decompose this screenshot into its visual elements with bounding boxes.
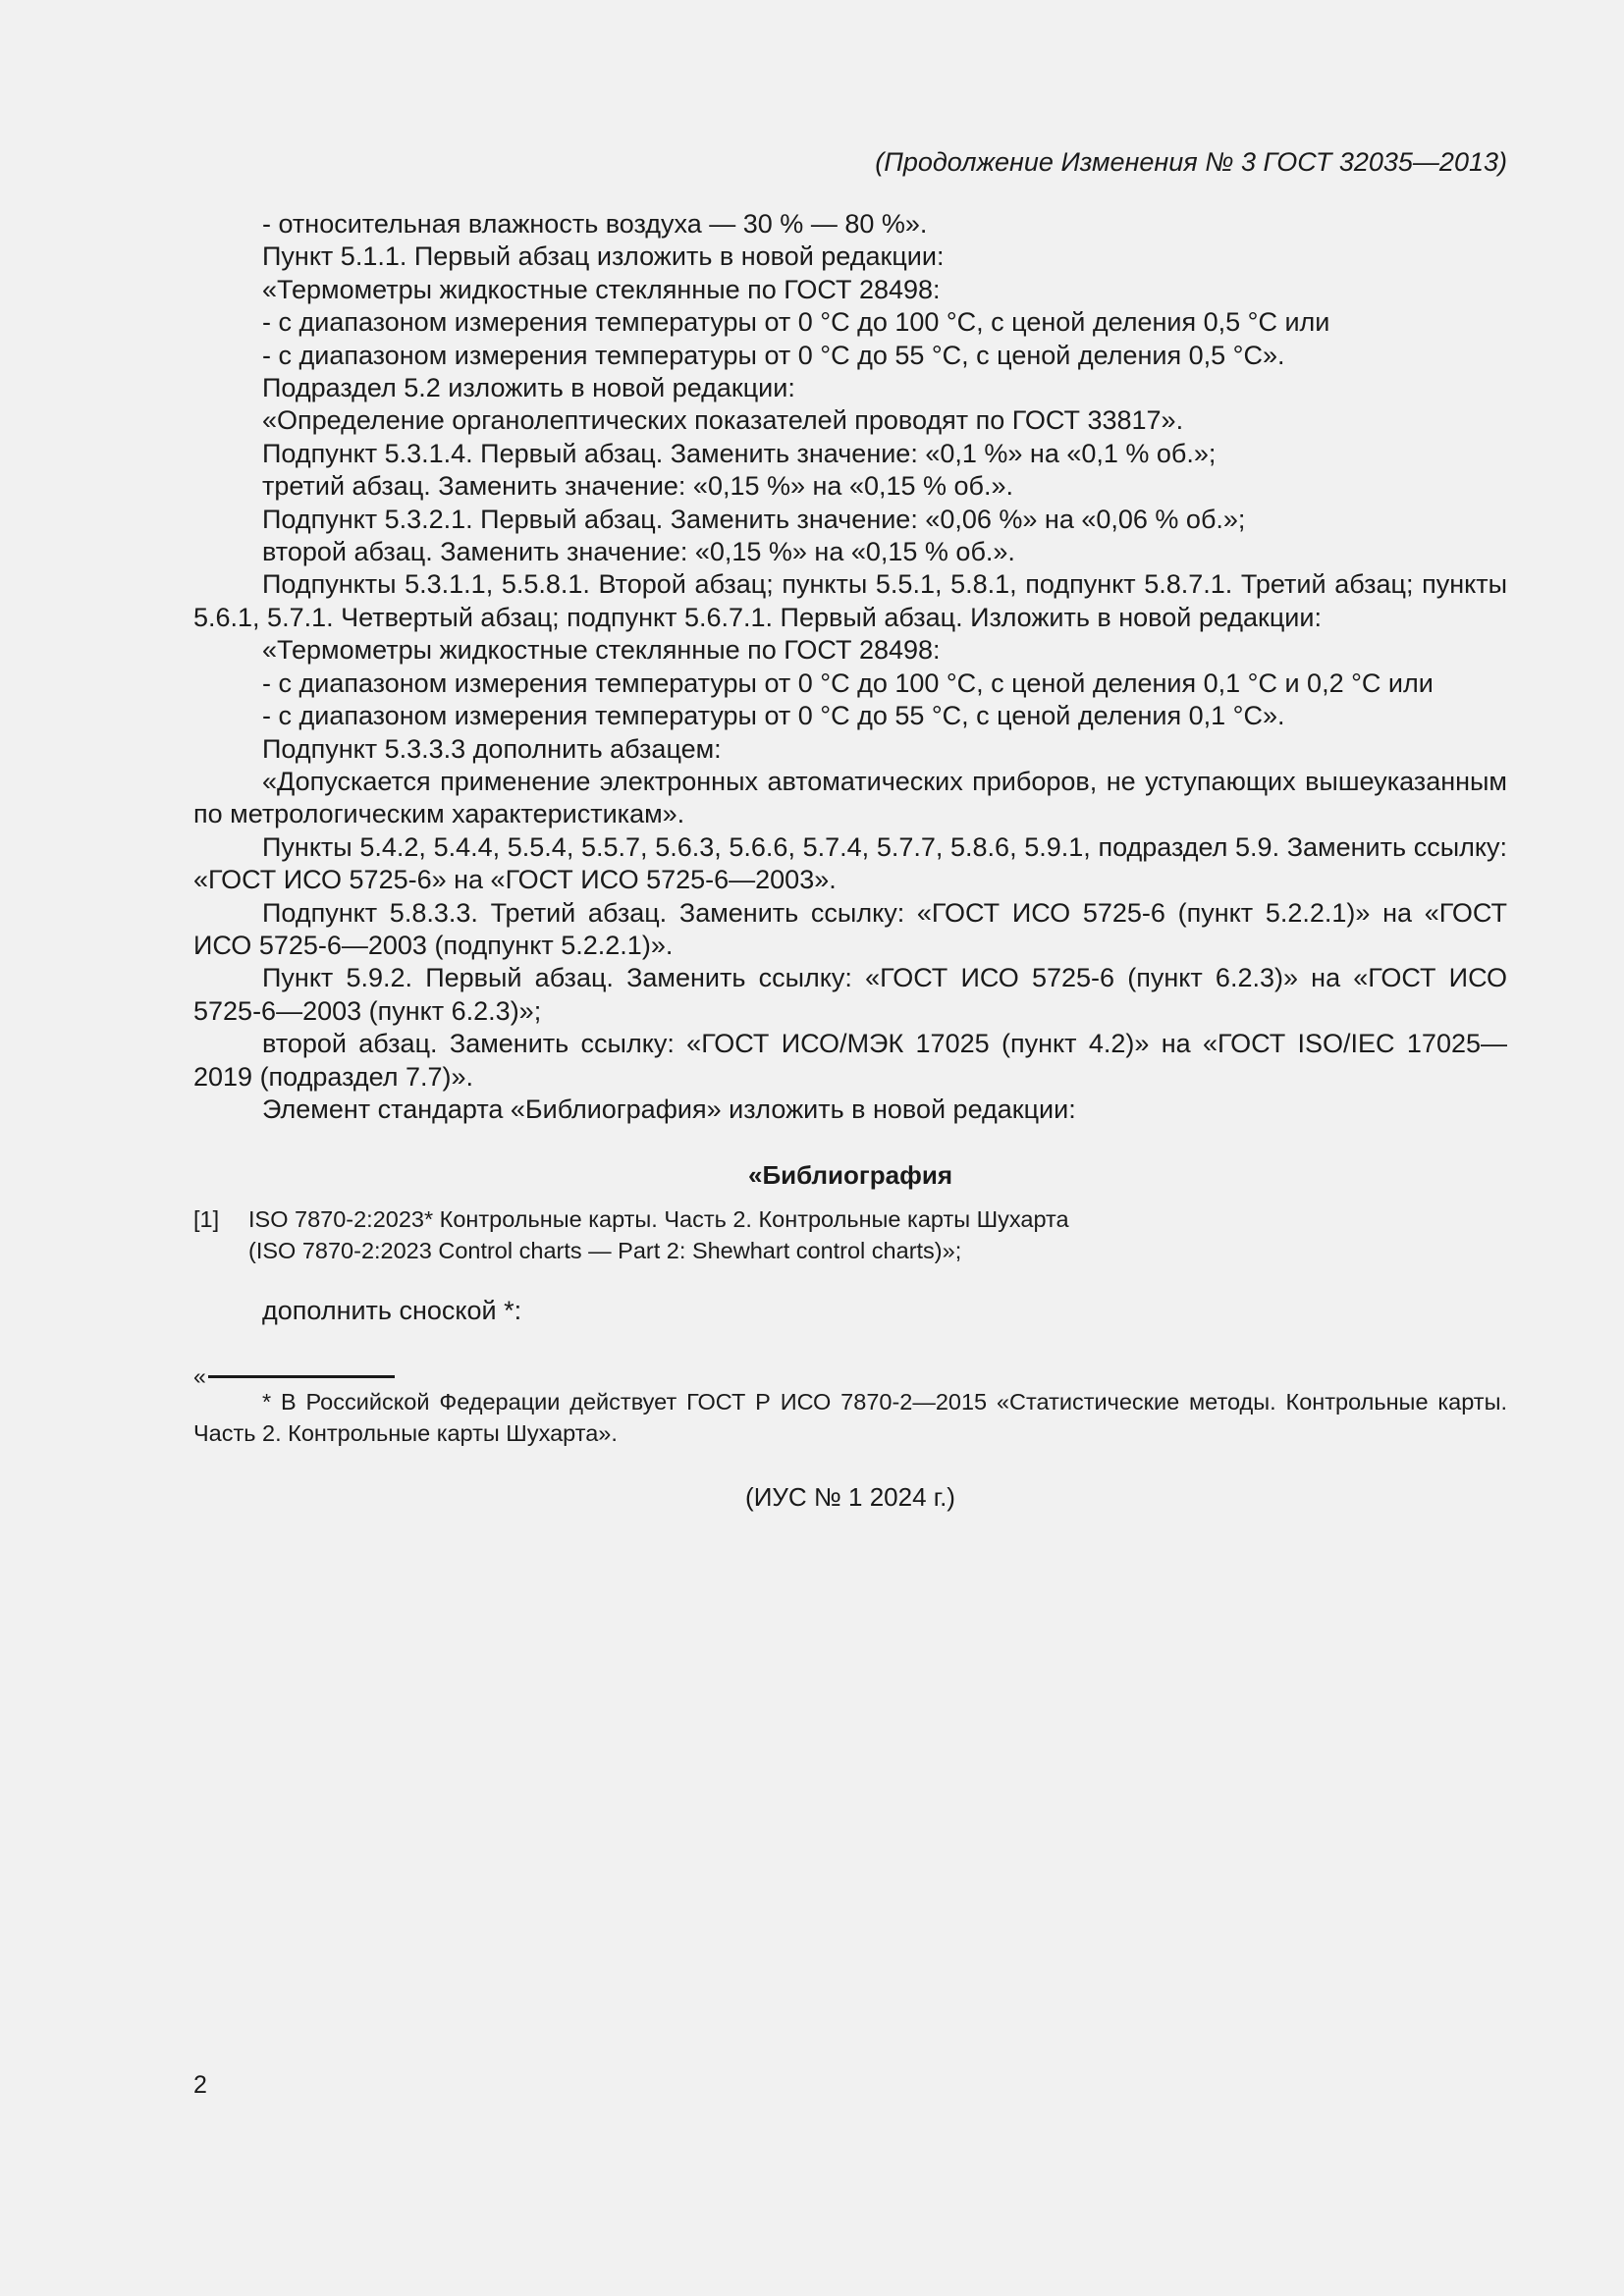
bibliography-title: «Библиография — [748, 1160, 952, 1190]
paragraph: - с диапазоном измерения температуры от 0 °С до 55 °С, с ценой деления 0,5 °С». — [262, 340, 1285, 370]
footnote — [193, 1386, 1507, 1449]
paragraph: второй абзац. Заменить значение: «0,15 %» на «0,15 % об.». — [262, 537, 1015, 567]
paragraph: Подпункт 5.3.3.3 дополнить абзацем: — [262, 733, 722, 764]
footnote-separator — [193, 1363, 395, 1389]
paragraph: Элемент стандарта «Библиография» изложить в новой редакции: — [262, 1094, 1076, 1124]
footnote-quote-mark: « — [193, 1363, 206, 1389]
bibliography-entry — [193, 1203, 1507, 1266]
paragraph: «Термометры жидкостные стеклянные по ГОСТ 28498: — [262, 274, 941, 304]
paragraph: - относительная влажность воздуха — 30 % — 80 %». — [262, 209, 928, 239]
bibliography-entry-line: (ISO 7870-2:2023 Control charts — Part 2: Shewhart control charts)»; — [248, 1238, 962, 1263]
footnote-text: * В Российской Федерации действует ГОСТ Р ИСО 7870-2—2015 «Статистические методы. Контрольные карты. Часть 2. Контрольные карты Шухарта». — [193, 1389, 1507, 1446]
ius-reference: (ИУС № 1 2024 г.) — [745, 1482, 955, 1512]
amendment-body — [193, 208, 1507, 1126]
paragraph: Пункты 5.4.2, 5.4.4, 5.5.4, 5.5.7, 5.6.3, 5.6.6, 5.7.4, 5.7.7, 5.8.6, 5.9.1, подраздел 5.9. Заменить ссылку: «ГОСТ ИСО 5725-6» на «ГОСТ ИСО 5725-6—2003». — [193, 831, 1507, 895]
paragraph: третий абзац. Заменить значение: «0,15 %» на «0,15 % об.». — [262, 471, 1014, 502]
paragraph: «Термометры жидкостные стеклянные по ГОСТ 28498: — [262, 635, 941, 666]
paragraph: Подпункт 5.3.1.4. Первый абзац. Заменить значение: «0,1 %» на «0,1 % об.»; — [262, 438, 1217, 468]
paragraph: Подпункты 5.3.1.1, 5.5.8.1. Второй абзац; пункты 5.5.1, 5.8.1, подпункт 5.8.7.1. Третий абзац; пункты 5.6.1, 5.7.1. Четвертый абзац; подпункт 5.6.7.1. Первый абзац. Изложить в новой редакции: — [193, 569, 1507, 632]
paragraph: - с диапазоном измерения температуры от 0 °С до 100 °С, с ценой деления 0,5 °С или — [262, 307, 1330, 338]
paragraph: Подпункт 5.3.2.1. Первый абзац. Заменить значение: «0,06 %» на «0,06 % об.»; — [262, 504, 1246, 534]
running-header: (Продолжение Изменения № 3 ГОСТ 32035—2013) — [875, 147, 1507, 177]
paragraph: - с диапазоном измерения температуры от 0 °С до 100 °С, с ценой деления 0,1 °С и 0,2 °С или — [262, 667, 1434, 698]
paragraph: «Определение органолептических показателей проводят по ГОСТ 33817». — [262, 405, 1184, 436]
paragraph: Подпункт 5.8.3.3. Третий абзац. Заменить ссылку: «ГОСТ ИСО 5725-6 (пункт 5.2.2.1)» на «ГОСТ ИСО 5725-6—2003 (подпункт 5.2.2.1)». — [193, 897, 1507, 960]
paragraph: - с диапазоном измерения температуры от 0 °С до 55 °С, с ценой деления 0,1 °С». — [262, 701, 1285, 731]
paragraph: Подраздел 5.2 изложить в новой редакции: — [262, 373, 795, 403]
footnote-instruction: дополнить сноской *: — [262, 1296, 522, 1325]
paragraph: «Допускается применение электронных автоматических приборов, не уступающих вышеуказанным по метрологическим характеристикам». — [193, 766, 1507, 829]
paragraph: Пункт 5.1.1. Первый абзац изложить в новой редакции: — [262, 241, 945, 272]
page-number: 2 — [193, 2071, 207, 2099]
bibliography-entry-line: ISO 7870-2:2023* Контрольные карты. Часть 2. Контрольные карты Шухарта — [248, 1206, 1069, 1232]
paragraph: Пункт 5.9.2. Первый абзац. Заменить ссылку: «ГОСТ ИСО 5725-6 (пункт 6.2.3)» на «ГОСТ ИСО 5725-6—2003 (пункт 6.2.3)»; — [193, 963, 1507, 1026]
footnote-rule — [208, 1375, 395, 1378]
paragraph: второй абзац. Заменить ссылку: «ГОСТ ИСО/МЭК 17025 (пункт 4.2)» на «ГОСТ ISO/IEC 17025—2019 (подраздел 7.7)». — [193, 1029, 1507, 1092]
bibliography-entry-number: [1] — [193, 1206, 220, 1232]
